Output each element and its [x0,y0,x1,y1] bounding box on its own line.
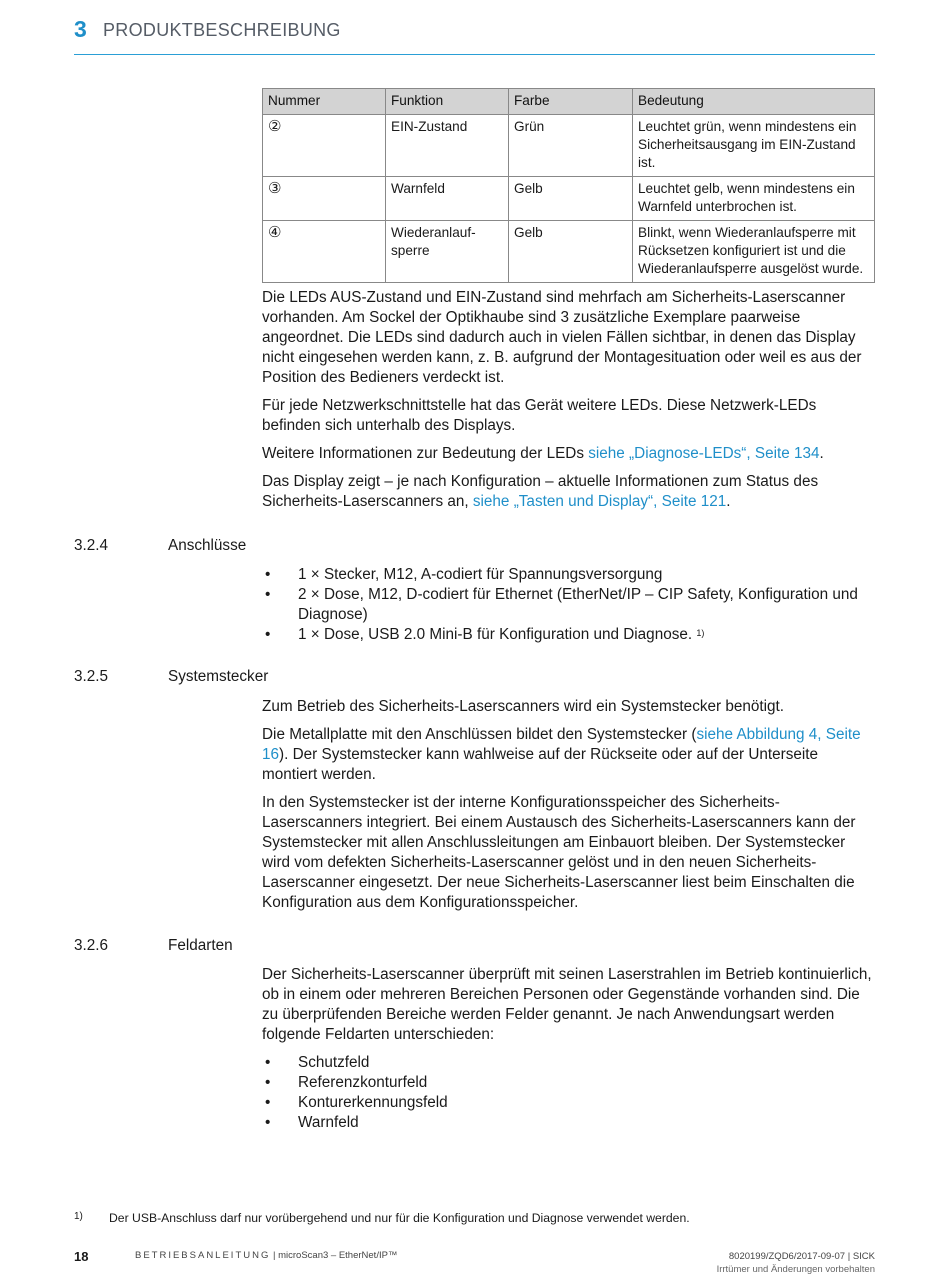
paragraph: Die LEDs AUS-Zustand und EIN-Zustand sind mehrfach am Sicherheits-Laserscanner vorhanden. Am Sockel der Optikhaube sind 3 zusätzliche Exemplare paarweise angeordnet. Die LEDs sind dadurch auch in vielen Fällen sichtbar, in denen das Display nicht eingesehen werden kann, z. B. aufgrund der Montagesituation oder weil es aus der Position des Bedieners verdeckt ist. [262,289,862,386]
document-product: | microScan3 – EtherNet/IP™ [270,1250,398,1261]
table-cell: ③ [263,177,386,221]
bullet-icon: • [265,1094,271,1111]
paragraph-text: Die Metallplatte mit den Anschlüssen bildet den Systemstecker ( [262,726,697,743]
list-item [262,565,877,585]
cross-reference-link[interactable]: siehe „Diagnose-LEDs“, Seite 134 [588,445,820,462]
bullet-icon: • [265,1114,271,1131]
footer-document-title [135,1250,397,1261]
column-header: Farbe [509,89,633,115]
table-cell: ② [263,115,386,177]
chapter-title: PRODUKTBESCHREIBUNG [103,20,341,40]
table-cell: Leuchtet grün, wenn mindestens ein Sicherheitsausgang im EIN-Zustand ist. [633,115,875,177]
table-cell: Warnfeld [386,177,509,221]
table-cell: ④ [263,221,386,283]
list-item-text: 1 × Stecker, M12, A-codiert für Spannungsversorgung [298,566,663,583]
paragraph-text: . [819,445,824,462]
paragraph-text: . [726,493,731,510]
paragraph-text: Weitere Informationen zur Bedeutung der LEDs [262,445,589,462]
connections-list [262,565,877,645]
list-item [262,1053,877,1073]
disclaimer: Irrtümer und Änderungen vorbehalten [716,1264,875,1275]
footnote-text: Der USB-Anschluss darf nur vorübergehend und nur für die Konfiguration und Diagnose verwendet werden. [109,1211,690,1225]
document-id: 8020199/ZQD6/2017-09-07 | SICK [728,1251,875,1262]
table-cell: Wiederanlauf-sperre [386,221,509,283]
list-item-text: Schutzfeld [298,1054,370,1071]
table-cell: Gelb [509,221,633,283]
paragraph-text: Das Display zeigt – je nach Konfiguration – aktuelle Informationen zum Status des Sicherheits-Laserscanners an, [262,473,819,510]
paragraph [262,725,877,785]
paragraph [262,444,877,464]
page-header [74,16,875,55]
led-table [262,88,875,283]
table-header-row [263,89,875,115]
paragraph: In den Systemstecker ist der interne Konfigurationsspeicher des Sicherheits-Laserscanners integriert. Bei einem Austausch des Sicherheits-Laserscanners kann der Systemstecker mit allen Anschlussleitungen am Einbauort bleiben. Der Systemstecker wird vom defekten Sicherheits-Laserscanner gelöst und in den neuen Sicherheits-Laserscanner eingesetzt. Der neue Sicherheits-Laserscanner liest beim Einschalten die Konfiguration aus dem Konfigurationsspeicher. [262,794,856,911]
bullet-icon: • [265,626,271,643]
bullet-icon: • [265,1074,271,1091]
chapter-number: 3 [74,16,87,42]
table-cell: Gelb [509,177,633,221]
page-number: 18 [74,1249,89,1264]
section-title: Systemstecker [168,668,269,685]
table-cell: Grün [509,115,633,177]
footer-meta [717,1250,875,1276]
document-type: BETRIEBSANLEITUNG [135,1250,271,1261]
table-row [263,177,875,221]
paragraph: Für jede Netzwerkschnittstelle hat das Gerät weitere LEDs. Diese Netzwerk-LEDs befinden sich unterhalb des Displays. [262,397,817,434]
column-header: Funktion [386,89,509,115]
list-item [262,1113,877,1133]
section-number: 3.2.6 [74,937,109,954]
column-header: Bedeutung [633,89,875,115]
list-item-text: 2 × Dose, M12, D-codiert für Ethernet (EtherNet/IP – CIP Safety, Konfiguration und Diagnose) [298,586,858,623]
list-item [262,1073,877,1093]
field-types-list [262,1053,877,1133]
table-cell: Blinkt, wenn Wiederanlaufsperre mit Rücksetzen konfiguriert ist und die Wiederanlaufsperre ausgelöst wurde. [633,221,875,283]
footnote-mark: 1) [74,1211,83,1222]
section-number: 3.2.4 [74,537,109,554]
list-item [262,1093,877,1113]
paragraph-text: ). Der Systemstecker kann wahlweise auf der Rückseite oder auf der Unterseite montiert werden. [262,746,819,783]
list-item-text: Warnfeld [298,1114,359,1131]
cross-reference-link[interactable]: siehe „Tasten und Display“, Seite 121 [472,493,727,510]
list-item-text: 1 × Dose, USB 2.0 Mini-B für Konfiguration und Diagnose. [298,626,697,643]
column-header: Nummer [263,89,386,115]
bullet-icon: • [265,566,271,583]
section-title: Anschlüsse [168,537,247,554]
list-item-text: Konturerkennungsfeld [298,1094,448,1111]
table-cell: Leuchtet gelb, wenn mindestens ein Warnfeld unterbrochen ist. [633,177,875,221]
section-title: Feldarten [168,937,233,954]
table-cell: EIN-Zustand [386,115,509,177]
paragraph: Der Sicherheits-Laserscanner überprüft mit seinen Laserstrahlen im Betrieb kontinuierlich, ob in einem oder mehreren Bereichen Personen oder Gegenstände vorhanden sind. Die zu überprüfenden Bereiche werden Felder genannt. Je nach Anwendungsart werden folgende Feldarten unterschieden: [262,966,872,1043]
section-number: 3.2.5 [74,668,109,685]
list-item [262,625,877,645]
list-item-text: Referenzkonturfeld [298,1074,428,1091]
bullet-icon: • [265,586,271,603]
cross-reference-link[interactable]: siehe Abbildung 4, Seite 16 [262,726,861,763]
paragraph [262,472,877,512]
footnote-reference[interactable]: 1) [696,628,705,638]
table-row [263,221,875,283]
bullet-icon: • [265,1054,271,1071]
paragraph: Zum Betrieb des Sicherheits-Laserscanners wird ein Systemstecker benötigt. [262,698,785,715]
list-item [262,585,877,625]
table-row [263,115,875,177]
